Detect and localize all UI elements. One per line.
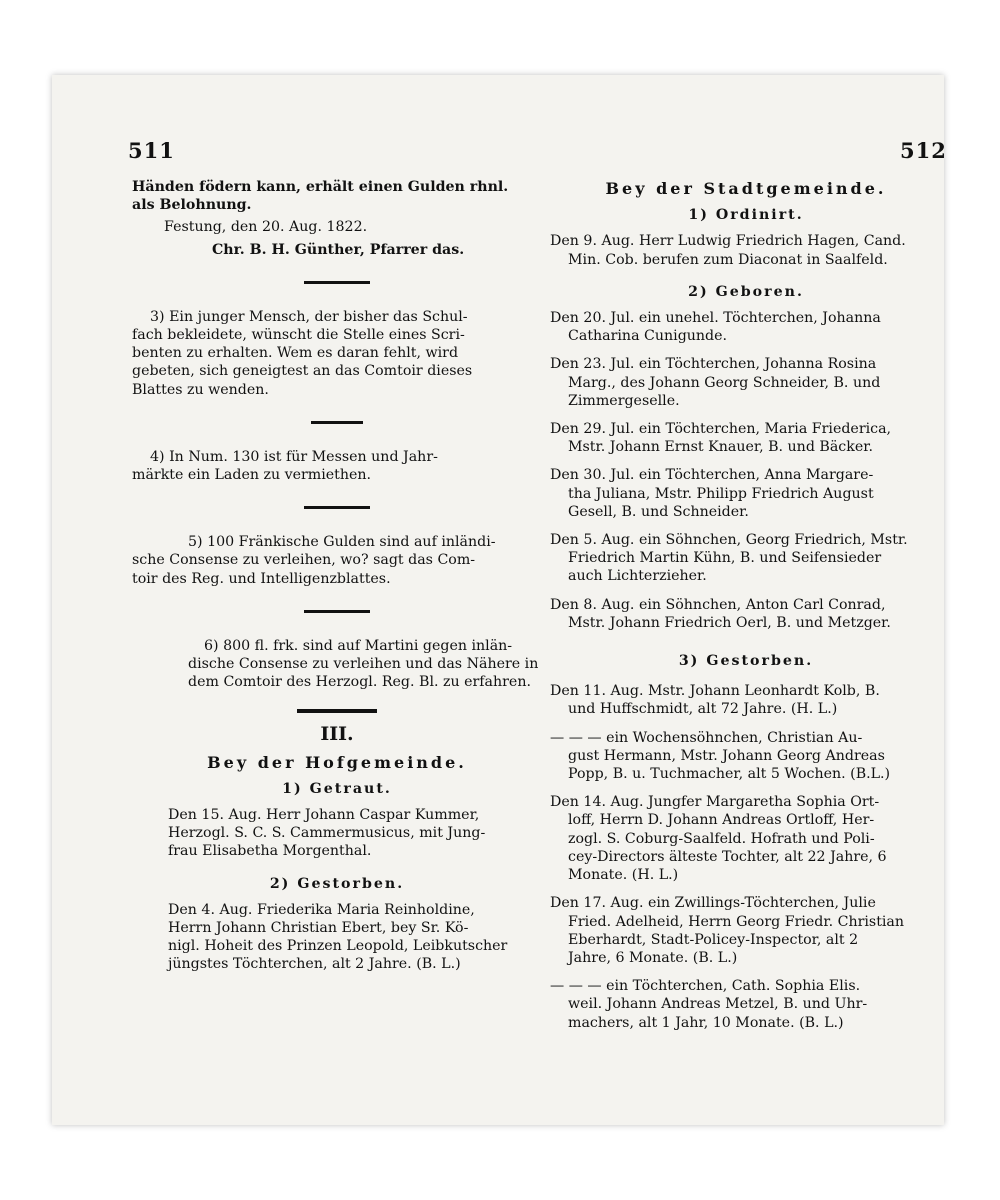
entry-gestorben-1	[550, 682, 942, 718]
signature: Chr. B. H. Günther, Pfarrer das.	[212, 241, 465, 258]
place-date: Festung, den 20. Aug. 1822.	[164, 219, 368, 236]
text-line: Den 8. Aug. ein Söhnchen, Anton Carl Conrad,	[550, 596, 886, 613]
text-line: Eberhardt, Stadt-Policey-Inspector, alt 2	[568, 931, 859, 948]
text-line: als Belohnung.	[132, 197, 252, 214]
entry-gestorben-3	[550, 793, 942, 884]
text-line: Herrn Johann Christian Ebert, bey Sr. Kö-	[168, 920, 469, 937]
text-line: Den 29. Jul. ein Töchterchen, Maria Friederica,	[550, 421, 892, 438]
entry-geboren-6	[550, 596, 942, 632]
entry-geboren-3	[550, 420, 942, 456]
section-numeral: III.	[320, 723, 354, 746]
text-line: Den 30. Jul. ein Töchterchen, Anna Margare-	[550, 467, 874, 484]
entry-geboren-2	[550, 355, 942, 410]
text-line: Den 14. Aug. Jungfer Margaretha Sophia Ort-	[550, 794, 880, 811]
entry-geboren-5	[550, 531, 942, 586]
notice-4	[132, 448, 542, 484]
text-line: 5) 100 Fränkische Gulden sind auf inländi-	[188, 534, 496, 551]
subheading-gestorben: 2) Gestorben.	[269, 875, 405, 892]
text-line: dische Consense zu verleihen und das Nähere in	[188, 656, 539, 673]
entry-getraut	[132, 806, 542, 861]
text-line: tha Juliana, Mstr. Philipp Friedrich August	[568, 485, 874, 502]
text-line: — — — ein Wochensöhnchen, Christian Au-	[550, 729, 863, 746]
entry-gestorben-2	[550, 729, 942, 784]
subheading-getraut: 1) Getraut.	[282, 780, 392, 797]
text-line: Herzogl. S. C. S. Cammermusicus, mit Jung-	[168, 825, 486, 842]
text-line: Händen födern kann, erhält einen Gulden rhnl.	[132, 179, 509, 195]
divider-rule	[304, 506, 370, 509]
divider-rule	[311, 421, 363, 424]
text-line: cey-Directors älteste Tochter, alt 22 Jahre, 6	[568, 848, 887, 865]
text-line: Monate. (H. L.)	[568, 867, 679, 884]
text-line: — — — ein Töchterchen, Cath. Sophia Elis.	[550, 978, 861, 995]
text-line: Fried. Adelheid, Herrn Georg Friedr. Christian	[568, 913, 905, 930]
subheading-gestorben: 3) Gestorben.	[678, 653, 814, 670]
text-line: märkte ein Laden zu vermiethen.	[132, 467, 372, 484]
entry-geboren-1	[550, 309, 942, 345]
text-line: Popp, B. u. Tuchmacher, alt 5 Wochen. (B.L.)	[568, 766, 891, 783]
text-line: zogl. S. Coburg-Saalfeld. Hofrath und Poli-	[568, 830, 875, 847]
text-line: gebeten, sich geneigtest an das Comtoir dieses	[132, 363, 473, 380]
section-heading-stadtgemeinde: Bey der Stadtgemeinde.	[605, 179, 887, 198]
text-line: Den 20. Jul. ein unehel. Töchterchen, Johanna	[550, 310, 881, 327]
text-line: und Huffschmidt, alt 72 Jahre. (H. L.)	[568, 701, 838, 718]
notice-6	[132, 637, 542, 692]
text-line: gust Hermann, Mstr. Johann Georg Andreas	[568, 747, 885, 764]
entry-ordinirt	[550, 232, 942, 268]
text-line: machers, alt 1 Jahr, 10 Monate. (B. L.)	[568, 1014, 844, 1031]
text-line: 4) In Num. 130 ist für Messen und Jahr-	[150, 448, 438, 465]
page-number-left: 511	[128, 138, 175, 163]
text-line: Friedrich Martin Kühn, B. und Seifensieder	[568, 550, 882, 567]
text-line: 3) Ein junger Mensch, der bisher das Schul-	[150, 308, 468, 325]
text-line: Min. Cob. berufen zum Diaconat in Saalfeld.	[568, 251, 888, 268]
text-line: sche Consense zu verleihen, wo? sagt das Com-	[132, 552, 476, 569]
text-line: Den 17. Aug. ein Zwillings-Töchterchen, Julie	[550, 895, 876, 912]
notice-5	[132, 533, 542, 588]
divider-rule	[304, 281, 370, 284]
text-line: loff, Herrn D. Johann Andreas Ortloff, Her-	[568, 812, 875, 829]
text-line: Mstr. Johann Ernst Knauer, B. und Bäcker.	[568, 439, 873, 456]
text-line: frau Elisabetha Morgenthal.	[168, 843, 372, 860]
left-column	[132, 178, 542, 978]
text-line: toir des Reg. und Intelligenzblattes.	[132, 570, 391, 587]
entry-gestorben	[132, 901, 542, 974]
right-column	[550, 178, 942, 1036]
text-line: fach bekleidete, wünscht die Stelle eines Scri-	[132, 327, 465, 344]
text-line: Marg., des Johann Georg Schneider, B. und	[568, 374, 881, 391]
text-line: benten zu erhalten. Wem es daran fehlt, wird	[132, 345, 459, 362]
text-line: auch Lichterzieher.	[568, 568, 707, 585]
text-line: 6) 800 fl. frk. sind auf Martini gegen inlän-	[204, 637, 513, 654]
text-line: Den 4. Aug. Friederika Maria Reinholdine,	[168, 901, 475, 918]
text-line: Den 11. Aug. Mstr. Johann Leonhardt Kolb, B.	[550, 683, 880, 700]
text-line: Zimmergeselle.	[568, 392, 680, 409]
text-line: weil. Johann Andreas Metzel, B. und Uhr-	[568, 996, 868, 1013]
text-line: Blattes zu wenden.	[132, 381, 269, 398]
subheading-geboren: 2) Geboren.	[688, 283, 804, 300]
section-heading: Bey der Hofgemeinde.	[207, 752, 467, 772]
entry-gestorben-4	[550, 894, 942, 967]
text-line: dem Comtoir des Herzogl. Reg. Bl. zu erfahren.	[188, 674, 531, 691]
text-line: Catharina Cunigunde.	[568, 328, 728, 345]
text-line: Den 23. Jul. ein Töchterchen, Johanna Rosina	[550, 356, 877, 373]
entry-gestorben-5	[550, 977, 942, 1032]
text-line: Den 5. Aug. ein Söhnchen, Georg Friedrich, Mstr.	[550, 532, 908, 549]
text-line: Jahre, 6 Monate. (B. L.)	[568, 949, 738, 966]
entry-geboren-4	[550, 466, 942, 521]
text-line: nigl. Hoheit des Prinzen Leopold, Leibkutscher	[168, 938, 508, 955]
text-line: Gesell, B. und Schneider.	[568, 503, 749, 520]
text-line: Mstr. Johann Friedrich Oerl, B. und Metzger.	[568, 614, 891, 631]
notice-3	[132, 308, 542, 399]
page-number-right: 512	[900, 138, 947, 163]
divider-rule	[297, 709, 377, 713]
intro-paragraph	[132, 178, 542, 214]
text-line: Den 9. Aug. Herr Ludwig Friedrich Hagen, Cand.	[550, 233, 906, 250]
text-line: jüngstes Töchterchen, alt 2 Jahre. (B. L.)	[168, 956, 461, 973]
subheading-ordinirt: 1) Ordinirt.	[688, 207, 804, 224]
text-line: Den 15. Aug. Herr Johann Caspar Kummer,	[168, 807, 480, 824]
divider-rule	[304, 610, 370, 613]
